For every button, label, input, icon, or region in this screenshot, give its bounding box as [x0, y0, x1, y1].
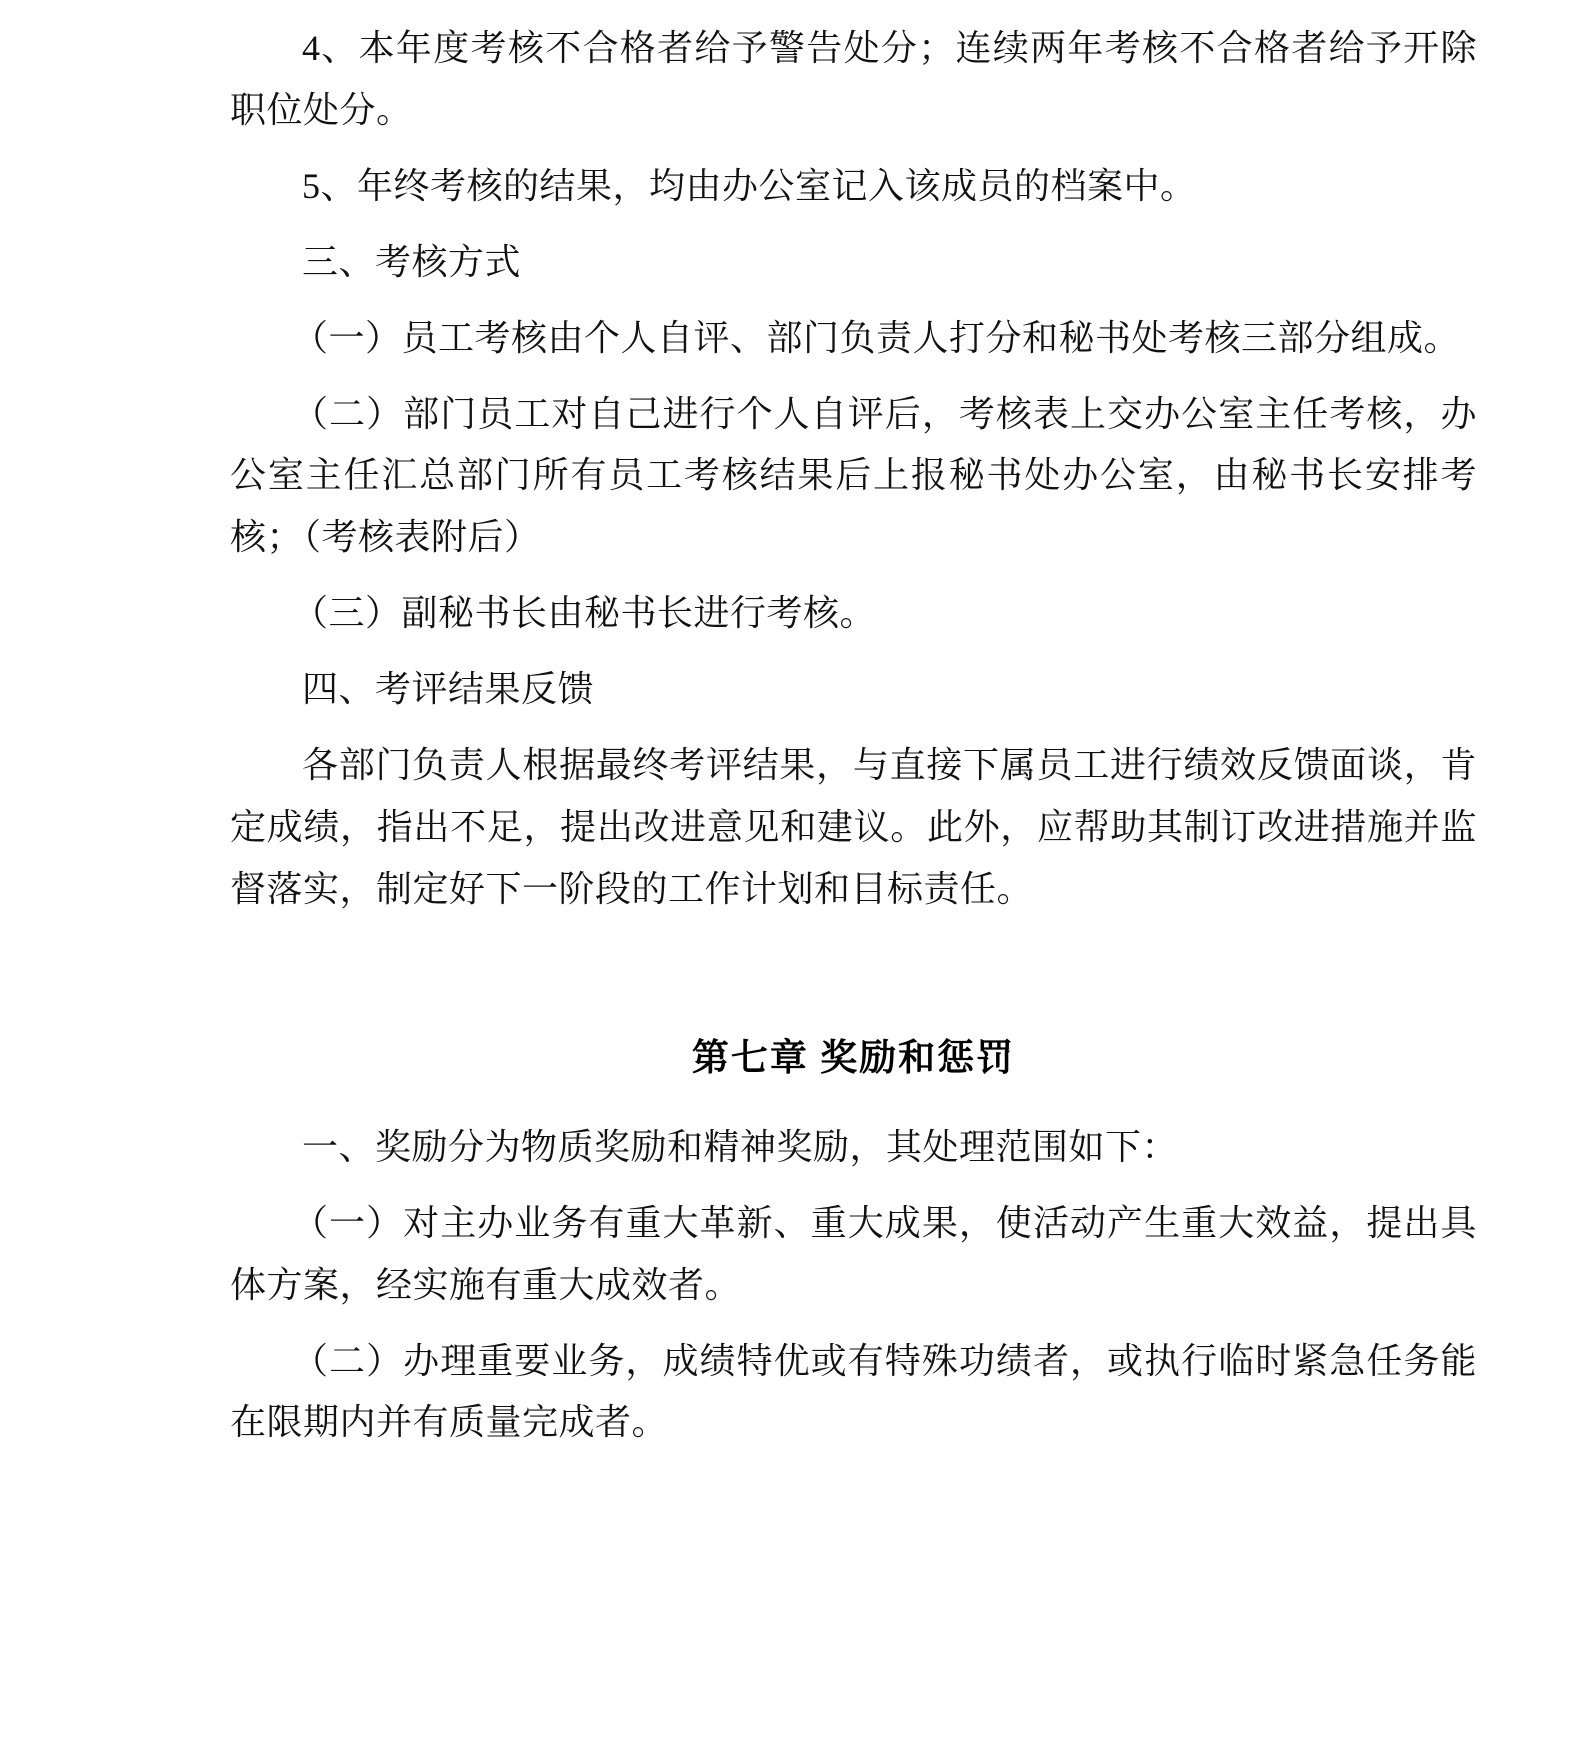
heading-section-four: 四、考评结果反馈 — [302, 669, 595, 710]
title-spacer — [230, 1081, 1477, 1117]
heading-section-three: 三、考核方式 — [302, 241, 522, 282]
paragraph-section-four-body: 各部门负责人根据最终考评结果，与直接下属员工进行绩效反馈面谈，肯定成绩，指出不足，提出改进意见和建议。此外，应帮助其制订改进措施并监督落实，制定好下一阶段的工作计划和目标责任。 — [230, 745, 1477, 909]
section-spacer — [230, 935, 1477, 1027]
paragraph-section-three-item-1: （一）员工考核由个人自评、部门负责人打分和秘书处考核三部分组成。 — [292, 317, 1461, 358]
paragraph-chapter-seven-sub-1: （一）对主办业务有重大革新、重大成果，使活动产生重大效益，提出具体方案，经实施有重大成效者。 — [230, 1202, 1477, 1305]
paragraph-item-4: 4、本年度考核不合格者给予警告处分；连续两年考核不合格者给予开除职位处分。 — [230, 28, 1477, 130]
paragraph-chapter-seven-item-1: 一、奖励分为物质奖励和精神奖励，其处理范围如下： — [302, 1126, 1179, 1167]
paragraph-section-three-item-2: （二）部门员工对自己进行个人自评后，考核表上交办公室主任考核，办公室主任汇总部门所有员工考核结果后上报秘书处办公室，由秘书长安排考核；（考核表附后） — [230, 393, 1477, 558]
chapter-seven-title: 第七章 奖励和惩罚 — [691, 1037, 1016, 1079]
paragraph-item-5: 5、年终考核的结果，均由办公室记入该成员的档案中。 — [302, 165, 1197, 206]
paragraph-section-three-item-3: （三）副秘书长由秘书长进行考核。 — [292, 593, 877, 634]
paragraph-chapter-seven-sub-2: （二）办理重要业务，成绩特优或有特殊功绩者，或执行临时紧急任务能在限期内并有质量完成者。 — [230, 1340, 1477, 1443]
